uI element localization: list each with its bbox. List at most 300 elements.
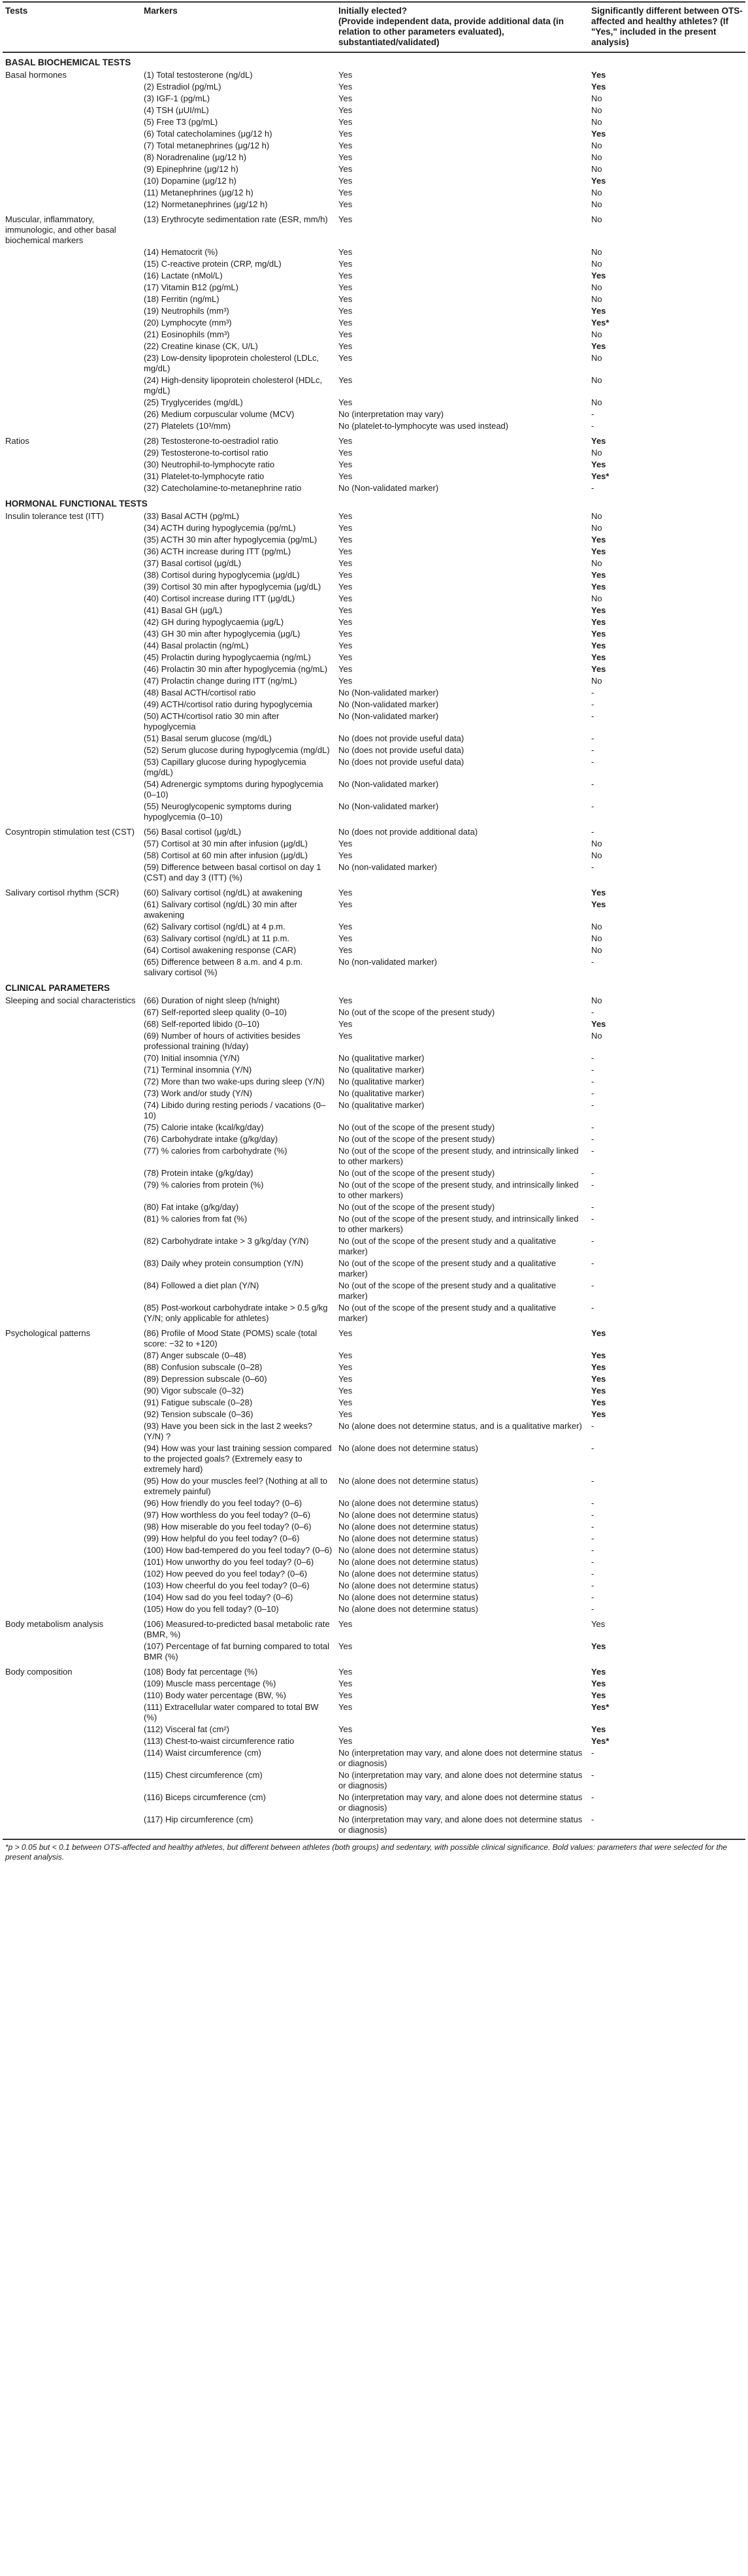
elected-cell: Yes bbox=[338, 1619, 353, 1629]
elected-cell: No (alone does not determine status, and is a qualitative marker) bbox=[338, 1421, 582, 1431]
section-header-row bbox=[3, 494, 745, 510]
table-row bbox=[3, 1258, 745, 1280]
section-title: CLINICAL PARAMETERS bbox=[5, 983, 110, 993]
marker-cell: (34) ACTH during hypoglycemia (pg/mL) bbox=[144, 523, 296, 533]
test-cell bbox=[3, 605, 141, 616]
elected-cell: No (Non-validated marker) bbox=[338, 688, 439, 697]
significance-cell: - bbox=[591, 1214, 594, 1224]
elected-cell: Yes bbox=[338, 664, 353, 674]
significance-cell: - bbox=[591, 421, 594, 431]
test-cell bbox=[3, 1385, 141, 1397]
significance-cell: - bbox=[591, 1077, 594, 1086]
table-row bbox=[3, 187, 745, 199]
test-cell bbox=[3, 447, 141, 459]
test-cell bbox=[3, 687, 141, 699]
elected-cell: Yes bbox=[338, 546, 353, 556]
table-row bbox=[3, 1235, 745, 1258]
test-cell bbox=[3, 1179, 141, 1201]
test-cell bbox=[3, 569, 141, 581]
test-cell bbox=[3, 482, 141, 494]
significance-cell: - bbox=[591, 483, 594, 493]
elected-cell: No (Non-validated marker) bbox=[338, 779, 439, 789]
significance-cell: - bbox=[591, 1533, 594, 1543]
test-cell bbox=[3, 1678, 141, 1690]
significance-cell: - bbox=[591, 757, 594, 767]
test-cell bbox=[3, 1362, 141, 1373]
test-cell bbox=[3, 733, 141, 744]
test-cell bbox=[3, 850, 141, 861]
test-cell bbox=[3, 1145, 141, 1167]
test-cell bbox=[3, 93, 141, 105]
marker-cell: (30) Neutrophil-to-lymphocyte ratio bbox=[144, 460, 275, 469]
table-row bbox=[3, 956, 745, 979]
elected-cell: No (interpretation may vary, and alone does not determine status or diagnosis) bbox=[338, 1792, 583, 1813]
test-cell bbox=[3, 1420, 141, 1443]
elected-cell: Yes bbox=[338, 259, 353, 269]
elected-cell: Yes bbox=[338, 214, 353, 224]
marker-cell: (4) TSH (μUI/mL) bbox=[144, 105, 209, 115]
test-cell bbox=[3, 1545, 141, 1556]
marker-cell: (108) Body fat percentage (%) bbox=[144, 1667, 258, 1677]
marker-cell: (37) Basal cortisol (μg/dL) bbox=[144, 558, 242, 568]
test-cell bbox=[3, 152, 141, 163]
test-cell bbox=[3, 116, 141, 128]
marker-cell: (43) GH 30 min after hypoglycemia (μg/L) bbox=[144, 629, 301, 639]
significance-cell: Yes bbox=[591, 70, 606, 80]
marker-cell: (100) How bad-tempered do you feel today? (0–6) bbox=[144, 1545, 333, 1555]
significance-cell: Yes bbox=[591, 1679, 606, 1688]
marker-cell: (97) How worthless do you feel today? (0–6) bbox=[144, 1510, 311, 1520]
significance-cell: No bbox=[591, 105, 602, 115]
elected-cell: No (interpretation may vary) bbox=[338, 409, 444, 419]
markers-table bbox=[3, 1, 745, 1836]
header-markers: Markers bbox=[141, 2, 336, 52]
table-row bbox=[3, 1556, 745, 1568]
test-cell bbox=[3, 616, 141, 628]
marker-cell: (92) Tension subscale (0–36) bbox=[144, 1409, 253, 1419]
elected-cell: Yes bbox=[338, 839, 353, 848]
table-row bbox=[3, 593, 745, 605]
significance-cell: No bbox=[591, 93, 602, 103]
header-row bbox=[3, 2, 745, 52]
marker-cell: (36) ACTH increase during ITT (pg/mL) bbox=[144, 546, 291, 556]
elected-cell: Yes bbox=[338, 1702, 353, 1712]
table-row bbox=[3, 1497, 745, 1509]
significance-cell: No bbox=[591, 329, 602, 339]
elected-cell: Yes bbox=[338, 652, 353, 662]
marker-cell: (113) Chest-to-waist circumference ratio bbox=[144, 1736, 295, 1746]
test-cell bbox=[3, 663, 141, 675]
test-cell bbox=[3, 1235, 141, 1258]
significance-cell: No bbox=[591, 164, 602, 174]
test-cell bbox=[3, 317, 141, 329]
significance-cell: Yes bbox=[591, 341, 606, 351]
marker-cell: (105) How do you fell today? (0–10) bbox=[144, 1604, 279, 1614]
elected-cell: Yes bbox=[338, 945, 353, 955]
test-cell bbox=[3, 1373, 141, 1385]
marker-cell: (87) Anger subscale (0–48) bbox=[144, 1350, 246, 1360]
table-row bbox=[3, 409, 745, 420]
elected-cell: Yes bbox=[338, 888, 353, 897]
significance-cell: Yes bbox=[591, 629, 606, 639]
elected-cell: Yes bbox=[338, 1667, 353, 1677]
significance-cell: No bbox=[591, 214, 602, 224]
table-row bbox=[3, 1167, 745, 1179]
test-cell bbox=[3, 1701, 141, 1724]
test-cell bbox=[3, 375, 141, 397]
significance-cell: - bbox=[591, 1604, 594, 1614]
table-row bbox=[3, 397, 745, 409]
elected-cell: No (non-validated marker) bbox=[338, 957, 438, 967]
significance-cell: Yes bbox=[591, 641, 606, 650]
marker-cell: (15) C-reactive protein (CRP, mg/dL) bbox=[144, 259, 282, 269]
elected-cell: Yes bbox=[338, 582, 353, 592]
marker-cell: (28) Testosterone-to-oestradiol ratio bbox=[144, 436, 278, 446]
significance-cell: - bbox=[591, 1122, 594, 1132]
table-row bbox=[3, 1509, 745, 1521]
test-cell bbox=[3, 1475, 141, 1497]
elected-cell: Yes bbox=[338, 188, 353, 197]
table-row bbox=[3, 675, 745, 687]
marker-cell: (91) Fatigue subscale (0–28) bbox=[144, 1397, 253, 1407]
significance-cell: - bbox=[591, 1748, 594, 1758]
test-cell bbox=[3, 593, 141, 605]
significance-cell: - bbox=[591, 1236, 594, 1246]
significance-cell: No bbox=[591, 511, 602, 521]
elected-cell: No (alone does not determine status) bbox=[338, 1581, 478, 1590]
marker-cell: (111) Extracellular water compared to total BW (%) bbox=[144, 1702, 319, 1722]
elected-cell: No (qualitative marker) bbox=[338, 1065, 425, 1075]
marker-cell: (31) Platelet-to-lymphocyte ratio bbox=[144, 471, 265, 481]
elected-cell: No (out of the scope of the present study, and intrinsically linked to other markers) bbox=[338, 1146, 579, 1166]
table-row bbox=[3, 823, 745, 838]
elected-cell: No (qualitative marker) bbox=[338, 1088, 425, 1098]
elected-cell: No (Non-validated marker) bbox=[338, 801, 439, 811]
significance-cell: No bbox=[591, 945, 602, 955]
elected-cell: Yes bbox=[338, 1397, 353, 1407]
elected-cell: No (out of the scope of the present study) bbox=[338, 1168, 495, 1178]
test-cell bbox=[3, 1641, 141, 1663]
table-row bbox=[3, 711, 745, 733]
test-cell bbox=[3, 1018, 141, 1030]
marker-cell: (73) Work and/or study (Y/N) bbox=[144, 1088, 252, 1098]
test-cell: Sleeping and social characteristics bbox=[5, 995, 136, 1005]
elected-cell: No (interpretation may vary, and alone does not determine status or diagnosis) bbox=[338, 1770, 583, 1790]
test-cell bbox=[3, 105, 141, 116]
significance-cell: - bbox=[591, 1557, 594, 1567]
table-row bbox=[3, 733, 745, 744]
table-row bbox=[3, 850, 745, 861]
elected-cell: No (out of the scope of the present study and a qualitative marker) bbox=[338, 1236, 557, 1256]
test-cell bbox=[3, 933, 141, 945]
significance-cell: - bbox=[591, 1476, 594, 1486]
marker-cell: (61) Salivary cortisol (ng/dL) 30 min after awakening bbox=[144, 899, 297, 920]
test-cell bbox=[3, 258, 141, 270]
elected-cell: No (Non-validated marker) bbox=[338, 711, 439, 721]
elected-cell: Yes bbox=[338, 535, 353, 544]
table-row bbox=[3, 152, 745, 163]
elected-cell: Yes bbox=[338, 1679, 353, 1688]
table-row bbox=[3, 1443, 745, 1475]
elected-cell: No (qualitative marker) bbox=[338, 1100, 425, 1110]
test-cell bbox=[3, 628, 141, 640]
elected-cell: Yes bbox=[338, 1724, 353, 1734]
marker-cell: (14) Hematocrit (%) bbox=[144, 247, 218, 257]
table-row bbox=[3, 522, 745, 534]
significance-cell: No bbox=[591, 448, 602, 458]
elected-cell: No (alone does not determine status) bbox=[338, 1476, 478, 1486]
elected-cell: Yes bbox=[338, 247, 353, 257]
marker-cell: (21) Eosinophils (mm³) bbox=[144, 329, 230, 339]
table-row bbox=[3, 1362, 745, 1373]
marker-cell: (57) Cortisol at 30 min after infusion (μg/dL) bbox=[144, 839, 308, 848]
elected-cell: No (out of the scope of the present study) bbox=[338, 1007, 495, 1017]
marker-cell: (29) Testosterone-to-cortisol ratio bbox=[144, 448, 268, 458]
marker-cell: (104) How sad do you feel today? (0–6) bbox=[144, 1592, 293, 1602]
elected-cell: Yes bbox=[338, 511, 353, 521]
elected-cell: No (does not provide additional data) bbox=[338, 827, 478, 837]
table-row bbox=[3, 558, 745, 569]
marker-cell: (81) % calories from fat (%) bbox=[144, 1214, 248, 1224]
table-row bbox=[3, 995, 745, 1007]
table-row bbox=[3, 1088, 745, 1099]
marker-cell: (12) Normetanephrines (μg/12 h) bbox=[144, 199, 268, 209]
significance-cell: Yes bbox=[591, 129, 606, 139]
marker-cell: (62) Salivary cortisol (ng/dL) at 4 p.m. bbox=[144, 922, 285, 931]
significance-cell: Yes bbox=[591, 1397, 606, 1407]
test-cell bbox=[3, 1076, 141, 1088]
table-row bbox=[3, 1603, 745, 1615]
table-row bbox=[3, 1324, 745, 1350]
marker-cell: (65) Difference between 8 a.m. and 4 p.m. salivary cortisol (%) bbox=[144, 957, 303, 977]
table-row bbox=[3, 581, 745, 593]
test-cell bbox=[3, 1302, 141, 1324]
marker-cell: (98) How miserable do you feel today? (0–6) bbox=[144, 1522, 312, 1531]
table-row bbox=[3, 128, 745, 140]
elected-cell: No (out of the scope of the present study) bbox=[338, 1122, 495, 1132]
elected-cell: Yes bbox=[338, 1374, 353, 1384]
elected-cell: No (alone does not determine status) bbox=[338, 1545, 478, 1555]
significance-cell: No bbox=[591, 353, 602, 363]
table-row bbox=[3, 1076, 745, 1088]
table-row bbox=[3, 699, 745, 711]
significance-cell: Yes bbox=[591, 652, 606, 662]
test-cell bbox=[3, 409, 141, 420]
marker-cell: (68) Self-reported libido (0–10) bbox=[144, 1019, 260, 1029]
significance-cell: - bbox=[591, 711, 594, 721]
marker-cell: (115) Chest circumference (cm) bbox=[144, 1770, 263, 1780]
table-row bbox=[3, 1179, 745, 1201]
test-cell bbox=[3, 522, 141, 534]
table-row bbox=[3, 801, 745, 823]
marker-cell: (106) Measured-to-predicted basal metabolic rate (BMR, %) bbox=[144, 1619, 330, 1639]
marker-cell: (101) How unworthy do you feel today? (0–6) bbox=[144, 1557, 314, 1567]
table-row bbox=[3, 1409, 745, 1420]
significance-cell: - bbox=[591, 1168, 594, 1178]
test-cell bbox=[3, 1735, 141, 1747]
significance-cell: Yes bbox=[591, 306, 606, 316]
marker-cell: (56) Basal cortisol (μg/dL) bbox=[144, 827, 242, 837]
table-row bbox=[3, 1133, 745, 1145]
test-cell bbox=[3, 187, 141, 199]
marker-cell: (38) Cortisol during hypoglycemia (μg/dL) bbox=[144, 570, 300, 580]
elected-cell: Yes bbox=[338, 294, 353, 304]
table-row bbox=[3, 1064, 745, 1076]
table-row bbox=[3, 1568, 745, 1580]
marker-cell: (88) Confusion subscale (0–28) bbox=[144, 1362, 263, 1372]
significance-cell: No bbox=[591, 933, 602, 943]
header-significantly-different: Significantly different between OTS-affected and healthy athletes? (If "Yes," included in the present analysis) bbox=[589, 2, 745, 52]
marker-cell: (84) Followed a diet plan (Y/N) bbox=[144, 1280, 259, 1290]
elected-cell: Yes bbox=[338, 1019, 353, 1029]
marker-cell: (55) Neuroglycopenic symptoms during hypoglycemia (0–10) bbox=[144, 801, 292, 822]
test-cell bbox=[3, 1690, 141, 1701]
marker-cell: (112) Visceral fat (cm²) bbox=[144, 1724, 229, 1734]
significance-cell: - bbox=[591, 1007, 594, 1017]
significance-cell: No bbox=[591, 397, 602, 407]
significance-cell: - bbox=[591, 827, 594, 837]
significance-cell: Yes bbox=[591, 1619, 606, 1629]
table-row bbox=[3, 210, 745, 246]
significance-cell: Yes bbox=[591, 1328, 606, 1338]
significance-cell: Yes bbox=[591, 1641, 606, 1651]
marker-cell: (63) Salivary cortisol (ng/dL) at 11 p.m. bbox=[144, 933, 290, 943]
table-row bbox=[3, 569, 745, 581]
significance-cell: No bbox=[591, 282, 602, 292]
test-cell bbox=[3, 128, 141, 140]
significance-cell: No bbox=[591, 594, 602, 603]
test-cell bbox=[3, 1769, 141, 1792]
marker-cell: (114) Waist circumference (cm) bbox=[144, 1748, 261, 1758]
table-row bbox=[3, 663, 745, 675]
marker-cell: (48) Basal ACTH/cortisol ratio bbox=[144, 688, 256, 697]
marker-cell: (110) Body water percentage (BW, %) bbox=[144, 1690, 286, 1700]
elected-cell: Yes bbox=[338, 1328, 353, 1338]
test-cell bbox=[3, 546, 141, 558]
significance-cell: - bbox=[591, 1065, 594, 1075]
table-row bbox=[3, 628, 745, 640]
test-cell bbox=[3, 1201, 141, 1213]
marker-cell: (89) Depression subscale (0–60) bbox=[144, 1374, 267, 1384]
table-row bbox=[3, 1420, 745, 1443]
marker-cell: (9) Epinephrine (μg/12 h) bbox=[144, 164, 238, 174]
test-cell bbox=[3, 558, 141, 569]
marker-cell: (35) ACTH 30 min after hypoglycemia (pg/mL) bbox=[144, 535, 317, 544]
table-row bbox=[3, 1475, 745, 1497]
marker-cell: (5) Free T3 (pg/mL) bbox=[144, 117, 218, 127]
test-cell: Muscular, inflammatory, immunologic, and other basal biochemical markers bbox=[5, 214, 116, 245]
marker-cell: (53) Capillary glucose during hypoglycemia (mg/dL) bbox=[144, 757, 306, 777]
test-cell bbox=[3, 1568, 141, 1580]
elected-cell: Yes bbox=[338, 922, 353, 931]
significance-cell: - bbox=[591, 1815, 594, 1824]
elected-cell: No (alone does not determine status) bbox=[338, 1443, 478, 1453]
significance-cell: - bbox=[591, 1569, 594, 1579]
test-cell bbox=[3, 1099, 141, 1122]
elected-cell: Yes bbox=[338, 152, 353, 162]
test-cell bbox=[3, 640, 141, 652]
elected-cell: No (alone does not determine status) bbox=[338, 1569, 478, 1579]
marker-cell: (25) Tryglycerides (mg/dL) bbox=[144, 397, 243, 407]
elected-cell: No (platelet-to-lymphocyte was used instead) bbox=[338, 421, 509, 431]
elected-cell: No (non-validated marker) bbox=[338, 862, 438, 872]
significance-cell: Yes bbox=[591, 888, 606, 897]
table-row bbox=[3, 652, 745, 663]
elected-cell: No (out of the scope of the present study and a qualitative marker) bbox=[338, 1303, 557, 1323]
table-row bbox=[3, 1521, 745, 1533]
table-row bbox=[3, 1701, 745, 1724]
marker-cell: (19) Neutrophils (mm³) bbox=[144, 306, 229, 316]
table-row bbox=[3, 471, 745, 482]
table-row bbox=[3, 1145, 745, 1167]
significance-cell: No bbox=[591, 523, 602, 533]
significance-cell: No bbox=[591, 1031, 602, 1041]
marker-cell: (39) Cortisol 30 min after hypoglycemia (μg/dL) bbox=[144, 582, 321, 592]
marker-cell: (3) IGF-1 (pg/mL) bbox=[144, 93, 210, 103]
marker-cell: (41) Basal GH (μg/L) bbox=[144, 605, 223, 615]
significance-cell: - bbox=[591, 1146, 594, 1156]
marker-cell: (60) Salivary cortisol (ng/dL) at awakening bbox=[144, 888, 302, 897]
marker-cell: (64) Cortisol awakening response (CAR) bbox=[144, 945, 297, 955]
significance-cell: - bbox=[591, 1100, 594, 1110]
significance-cell: - bbox=[591, 688, 594, 697]
marker-cell: (32) Catecholamine-to-metanephrine ratio bbox=[144, 483, 302, 493]
table-row bbox=[3, 81, 745, 93]
significance-cell: Yes bbox=[591, 1724, 606, 1734]
significance-cell: No bbox=[591, 995, 602, 1005]
elected-cell: Yes bbox=[338, 306, 353, 316]
elected-cell: No (out of the scope of the present study) bbox=[338, 1134, 495, 1144]
section-title: BASAL BIOCHEMICAL TESTS bbox=[5, 58, 131, 67]
elected-cell: Yes bbox=[338, 353, 353, 363]
table-row bbox=[3, 69, 745, 81]
significance-cell: Yes bbox=[591, 1019, 606, 1029]
significance-cell: No bbox=[591, 188, 602, 197]
elected-cell: Yes bbox=[338, 329, 353, 339]
table-row bbox=[3, 605, 745, 616]
marker-cell: (2) Estradiol (pg/mL) bbox=[144, 82, 221, 92]
elected-cell: No (does not provide useful data) bbox=[338, 745, 464, 755]
significance-cell: - bbox=[591, 1498, 594, 1508]
test-cell bbox=[3, 1533, 141, 1545]
elected-cell: Yes bbox=[338, 318, 353, 327]
table-row bbox=[3, 341, 745, 352]
table-row bbox=[3, 282, 745, 293]
test-cell bbox=[3, 756, 141, 778]
significance-cell: Yes bbox=[591, 664, 606, 674]
marker-cell: (96) How friendly do you feel today? (0–6) bbox=[144, 1498, 302, 1508]
elected-cell: No (qualitative marker) bbox=[338, 1053, 425, 1063]
test-cell bbox=[3, 246, 141, 258]
significance-cell: - bbox=[591, 1180, 594, 1190]
table-row bbox=[3, 1373, 745, 1385]
significance-cell: Yes* bbox=[591, 318, 610, 327]
significance-cell: Yes* bbox=[591, 1736, 610, 1746]
marker-cell: (85) Post-workout carbohydrate intake > 0.5 g/kg (Y/N; only applicable for athletes) bbox=[144, 1303, 328, 1323]
table-row bbox=[3, 510, 745, 522]
marker-cell: (8) Noradrenaline (μg/12 h) bbox=[144, 152, 247, 162]
table-row bbox=[3, 1397, 745, 1409]
elected-cell: Yes bbox=[338, 605, 353, 615]
significance-cell: No bbox=[591, 375, 602, 385]
table-row bbox=[3, 1690, 745, 1701]
header-initially-elected: Initially elected? (Provide independent data, provide additional data (in relation to other parameters evaluated), substantiated/validated) bbox=[336, 2, 589, 52]
table-row bbox=[3, 329, 745, 341]
test-cell bbox=[3, 459, 141, 471]
marker-cell: (33) Basal ACTH (pg/mL) bbox=[144, 511, 239, 521]
test-cell bbox=[3, 778, 141, 801]
test-cell bbox=[3, 1167, 141, 1179]
